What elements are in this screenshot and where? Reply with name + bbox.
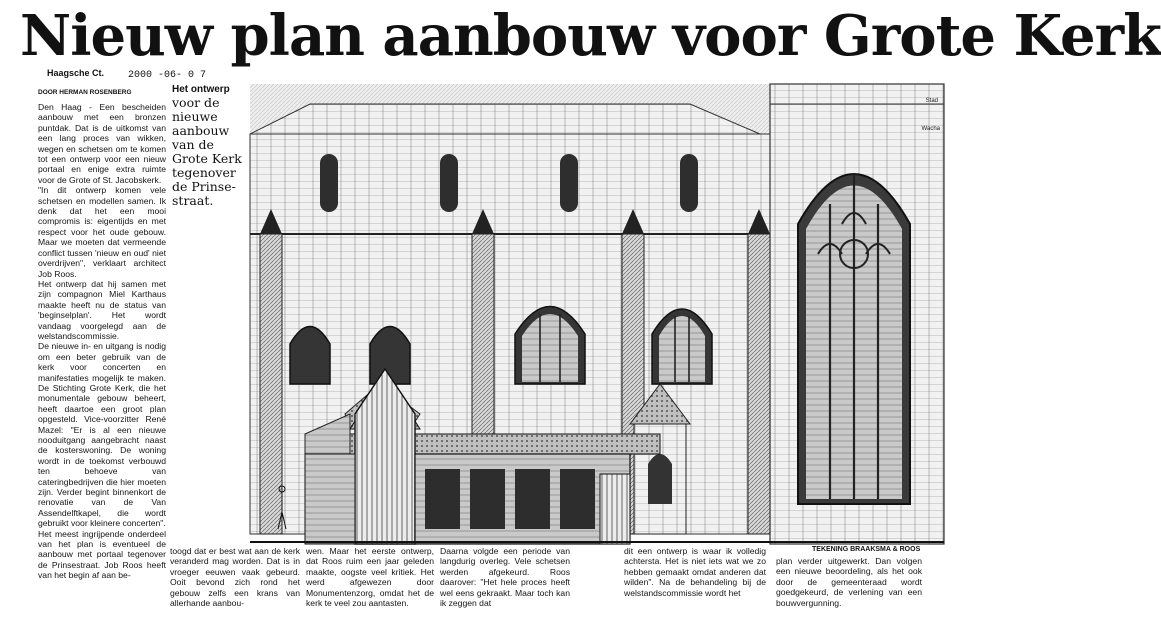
paragraph: Den Haag - Een bescheiden aanbouw met een bronzen puntdak. Dat is de uitkomst van een lang proces van wikken, wegen en schetsen om te komen tot een ontwerp voor een nieuw portaal en enige extra ruimte voor de Grote of St. Jacobskerk. [38, 102, 166, 185]
caption-bold: Het ontwerp [172, 84, 230, 95]
caption-text: voor de nieuwe aanbouw van de Grote Kerk tegenover de Prinse-straat. [172, 95, 242, 208]
drawing-label-top: Stad [925, 98, 938, 104]
image-caption [172, 84, 250, 208]
date-stamp: 2000 -06- 0 7 [128, 70, 207, 81]
byline: DOOR HERMAN ROSENBERG [38, 89, 132, 96]
paragraph: toogd dat er best wat aan de kerk veranderd mag worden. Dat is in vroeger eeuwen vaak gebeurd. Ooit bevond zich rond het gebouw zelfs een krans van allerhande aanbou- [170, 546, 300, 609]
paragraph: De nieuwe in- en uitgang is nodig om een beter gebruik van de kerk voor concerten en manifestaties mogelijk te maken. De Stichting Grote Kerk, die het monumentale gebouw beheert, heeft daartoe een groot plan opgesteld. Vice-voorzitter René Mazel: "Er is al een nieuwe nooduitgang aangebracht naast de kosterswoning. De woning wordt in de toekomst verbouwd ten behoeve van cateringbedrijven die hier moeten zijn. Verder begint binnenkort de renovatie van de Van Assendelftkapel, die wordt gebruikt voor kleinere concerten". [38, 341, 166, 529]
article-column-6 [776, 556, 922, 630]
paragraph: "In dit ontwerp komen vele schetsen en modellen samen. Ik denk dat het een mooi compromis is: eigentijds en met respect voor het oude gebouw. Maar we moeten dat vermeende conflict tussen 'nieuw en oud' niet overdrijven", verklaart architect Job Roos. [38, 185, 166, 279]
paragraph: Daarna volgde een periode van langdurig overleg. Vele schetsen werden afgekeurd. Roos daarover: "Het hele proces heeft wel eens gekraakt. Maar toch kan ik zeggen dat [440, 546, 570, 609]
paragraph: Het ontwerp dat hij samen met zijn compagnon Miel Karthaus maakte heeft nu de status van 'beginselplan'. Het wordt vandaag voorgelegd aan de welstandscommissie. [38, 278, 166, 341]
paragraph: Het meest ingrijpende onderdeel van het plan is eventueel de aanbouw met portaal tegenover de Prinsestraat. Job Roos heeft van het begin af aan be- [38, 528, 166, 581]
article-column-1 [38, 102, 166, 587]
article-column-2 [170, 546, 300, 630]
paragraph: plan verder uitgewerkt. Dan volgen een nieuwe beoordeling, als het ook door de gemeenteraad wordt goedgekeurd, de verlening van een bouwvergunning. [776, 556, 922, 608]
drawing-credit: TEKENING BRAAKSMA & ROOS [812, 546, 921, 553]
article-column-5 [624, 546, 766, 630]
article-column-3 [306, 546, 434, 630]
paragraph: wen. Maar het eerste ontwerp, dat Roos ruim een jaar geleden maakte, oogste veel kritiek. Het werd afgewezen door Monumentenzorg, omdat het de kerk te veel zou aantasten. [306, 546, 434, 609]
church-drawing [250, 84, 944, 544]
newspaper-source: Haagsche Ct. [47, 68, 105, 78]
article-column-4 [440, 546, 570, 630]
headline: Nieuw plan aanbouw voor Grote Kerk [20, 3, 1161, 69]
paragraph: dit een ontwerp is waar ik volledig achtersta. Het is niet iets wat we zo hebben gemaakt omdat anderen dat wilden". Na de behandeling bij de welstandscommissie wordt het [624, 546, 766, 598]
drawing-label-side: Wacha [921, 126, 940, 132]
